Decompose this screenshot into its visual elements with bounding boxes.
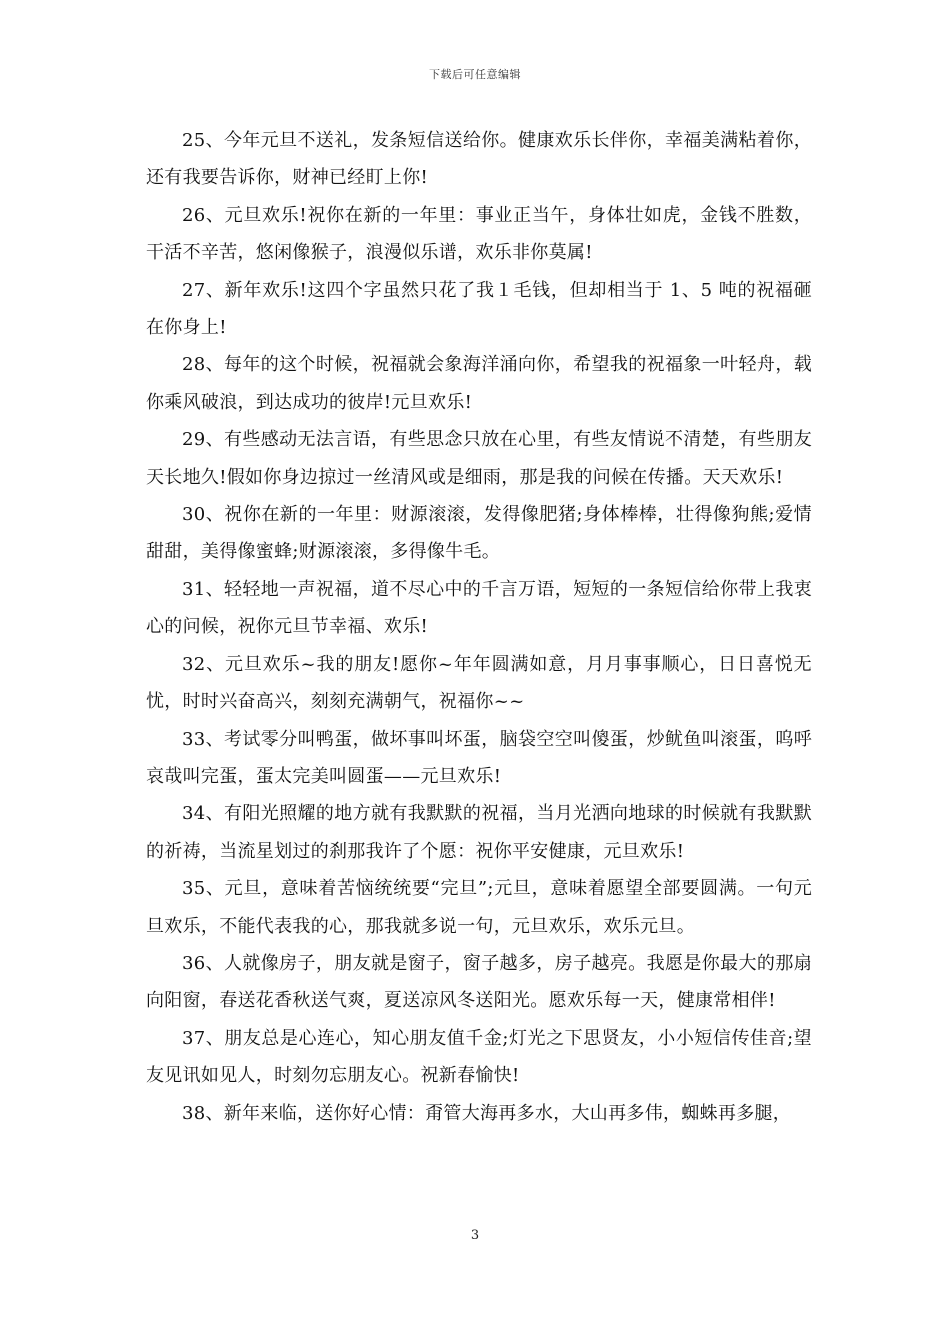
- paragraph-27: 27、新年欢乐!这四个字虽然只花了我１毛钱，但却相当于 1、5 吨的祝福砸在你身上!: [146, 279, 812, 339]
- paragraph-31: 31、轻轻地一声祝福，道不尽心中的千言万语，短短的一条短信给你带上我衷心的问候，祝你元旦节幸福、欢乐!: [146, 578, 812, 638]
- paragraph-36: 36、人就像房子，朋友就是窗子，窗子越多，房子越亮。我愿是你最大的那扇向阳窗，春送花香秋送气爽，夏送凉风冬送阳光。愿欢乐每一天，健康常相伴!: [146, 952, 812, 1012]
- page-header: 下载后可任意编辑: [429, 68, 521, 81]
- paragraph-29: 29、有些感动无法言语，有些思念只放在心里，有些友情说不清楚，有些朋友天长地久!假如你身边掠过一丝清风或是细雨，那是我的问候在传播。天天欢乐!: [146, 429, 812, 488]
- paragraph-37: 37、朋友总是心连心，知心朋友值千金;灯光之下思贤友，小小短信传佳音;望友见讯如见人，时刻勿忘朋友心。祝新春愉快!: [146, 1027, 812, 1087]
- paragraph-32: 32、元旦欢乐~我的朋友!愿你~年年圆满如意，月月事事顺心，日日喜悦无忧，时时兴奋高兴，刻刻充满朝气，祝福你~~: [146, 653, 812, 713]
- paragraph-30: 30、祝你在新的一年里：财源滚滚，发得像肥猪;身体棒棒，壮得像狗熊;爱情甜甜，美得像蜜蜂;财源滚滚，多得像牛毛。: [146, 504, 812, 563]
- paragraph-38: 38、新年来临，送你好心情：甭管大海再多水，大山再多伟，蜘蛛再多腿，: [182, 1102, 792, 1124]
- page-number: 3: [470, 1228, 480, 1243]
- document-body: [146, 122, 812, 1132]
- paragraph-33: 33、考试零分叫鸭蛋，做坏事叫坏蛋，脑袋空空叫傻蛋，炒鱿鱼叫滚蛋，呜呼哀哉叫完蛋，蛋太完美叫圆蛋——元旦欢乐!: [146, 728, 812, 787]
- paragraph-28: 28、每年的这个时候，祝福就会象海洋涌向你，希望我的祝福象一叶轻舟，载你乘风破浪，到达成功的彼岸!元旦欢乐!: [146, 354, 812, 413]
- paragraph-34: 34、有阳光照耀的地方就有我默默的祝福，当月光洒向地球的时候就有我默默的祈祷，当流星划过的刹那我许了个愿：祝你平安健康，元旦欢乐!: [146, 803, 812, 862]
- paragraph-25: 25、今年元旦不送礼，发条短信送给你。健康欢乐长伴你，幸福美满粘着你，还有我要告诉你，财神已经盯上你!: [146, 130, 812, 189]
- paragraph-35: 35、元旦，意味着苦恼统统要“完旦”;元旦，意味着愿望全部要圆满。一句元旦欢乐，不能代表我的心，那我就多说一句，元旦欢乐，欢乐元旦。: [146, 878, 812, 937]
- paragraph-26: 26、元旦欢乐!祝你在新的一年里：事业正当午，身体壮如虎，金钱不胜数，干活不辛苦，悠闲像猴子，浪漫似乐谱，欢乐非你莫属!: [146, 204, 812, 264]
